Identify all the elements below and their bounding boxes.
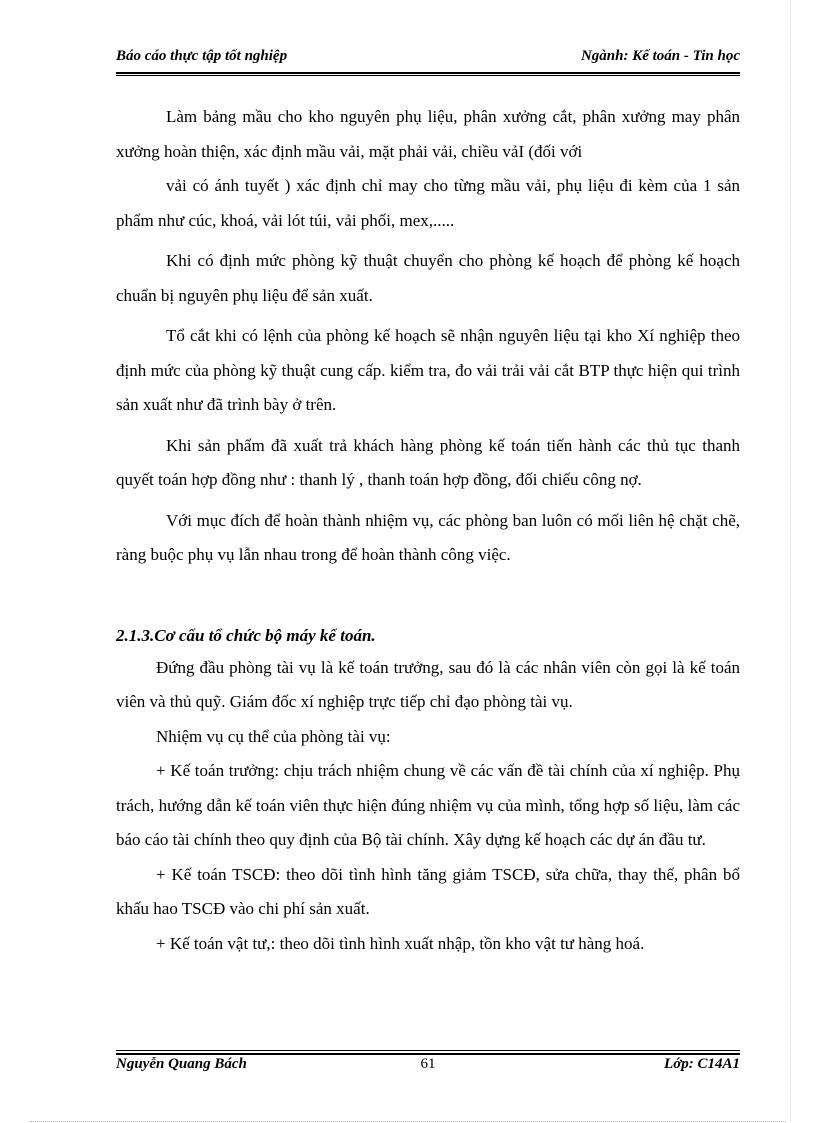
- footer-rule: [116, 1053, 740, 1055]
- header-report-title: Báo cáo thực tập tốt nghiệp: [116, 48, 288, 64]
- header-major: Ngành: Kế toán - Tin học: [580, 48, 740, 64]
- header-rule-thin: [116, 75, 740, 76]
- footer-rule-thin: [116, 1050, 740, 1051]
- section-item-fixed-assets: + Kế toán TSCĐ: theo dõi tình hình tăng giảm TSCĐ, sửa chữa, thay thế, phân bổ khấu hao TSCĐ vào chi phí sản xuất.: [116, 864, 740, 918]
- paragraph-1a: Làm bảng mầu cho kho nguyên phụ liệu, phân xưởng cắt, phân xưởng may phân xưởng hoàn thiện, xác định mầu vải, mặt phải vải, chiều vảI (đối với: [116, 107, 740, 161]
- paragraph-1b: vải có ánh tuyết ) xác định chỉ may cho từng mầu vải, phụ liệu đi kèm của 1 sản phẩm như cúc, khoá, vải lót túi, vải phối, mex,.....: [116, 176, 740, 230]
- paragraph-3: Tổ cắt khi có lệnh của phòng kế hoạch sẽ nhận nguyên liệu tại kho Xí nghiệp theo định mức của phòng kỹ thuật cung cấp. kiểm tra, đo vải trải vải cắt BTP thực hiện qui trình sản xuất như đã trình bày ở trên.: [116, 326, 740, 414]
- page-header: [116, 48, 740, 70]
- page-body: [116, 100, 740, 961]
- header-rule: [116, 72, 740, 74]
- page-edge-guide: [790, 0, 791, 1123]
- page-number: 61: [420, 1056, 436, 1072]
- section-heading: 2.1.3.Cơ cấu tổ chức bộ máy kế toán.: [116, 625, 376, 645]
- footer-class: Lớp: C14A1: [664, 1056, 740, 1072]
- paragraph-5: Với mục đích để hoàn thành nhiệm vụ, các phòng ban luôn có mối liên hệ chặt chẽ, ràng buộc phụ vụ lẫn nhau trong để hoàn thành công việc.: [116, 510, 740, 564]
- section-item-chief-accountant: + Kế toán trưởng: chịu trách nhiệm chung về các vấn đề tài chính của xí nghiệp. Phụ trách, hướng dẫn kế toán viên thực hiện đúng nhiệm vụ của mình, tổng hợp số liệu, làm các báo cáo tài chính theo quy định của Bộ tài chính. Xây dựng kế hoạch các dự án đầu tư.: [116, 761, 740, 849]
- paragraph-2: Khi có định mức phòng kỹ thuật chuyển cho phòng kế hoạch để phòng kế hoạch chuẩn bị nguyên phụ liệu để sản xuất.: [116, 251, 740, 305]
- paragraph-4: Khi sản phẩm đã xuất trả khách hàng phòng kế toán tiến hành các thủ tục thanh quyết toán hợp đồng như : thanh lý , thanh toán hợp đồng, đối chiếu công nợ.: [116, 435, 740, 489]
- footer-author: Nguyễn Quang Bách: [116, 1056, 247, 1072]
- section-paragraph-1: Đứng đầu phòng tài vụ là kế toán trưởng, sau đó là các nhân viên còn gọi là kế toán viên và thủ quỹ. Giám đốc xí nghiệp trực tiếp chỉ đạo phòng tài vụ.: [116, 657, 740, 711]
- section-item-materials: + Kế toán vật tư,: theo dõi tình hình xuất nhập, tồn kho vật tư hàng hoá.: [156, 933, 645, 953]
- bottom-dotted-line: [30, 1121, 786, 1122]
- page-footer: [116, 1056, 740, 1078]
- section-paragraph-2: Nhiệm vụ cụ thể của phòng tài vụ:: [156, 726, 391, 746]
